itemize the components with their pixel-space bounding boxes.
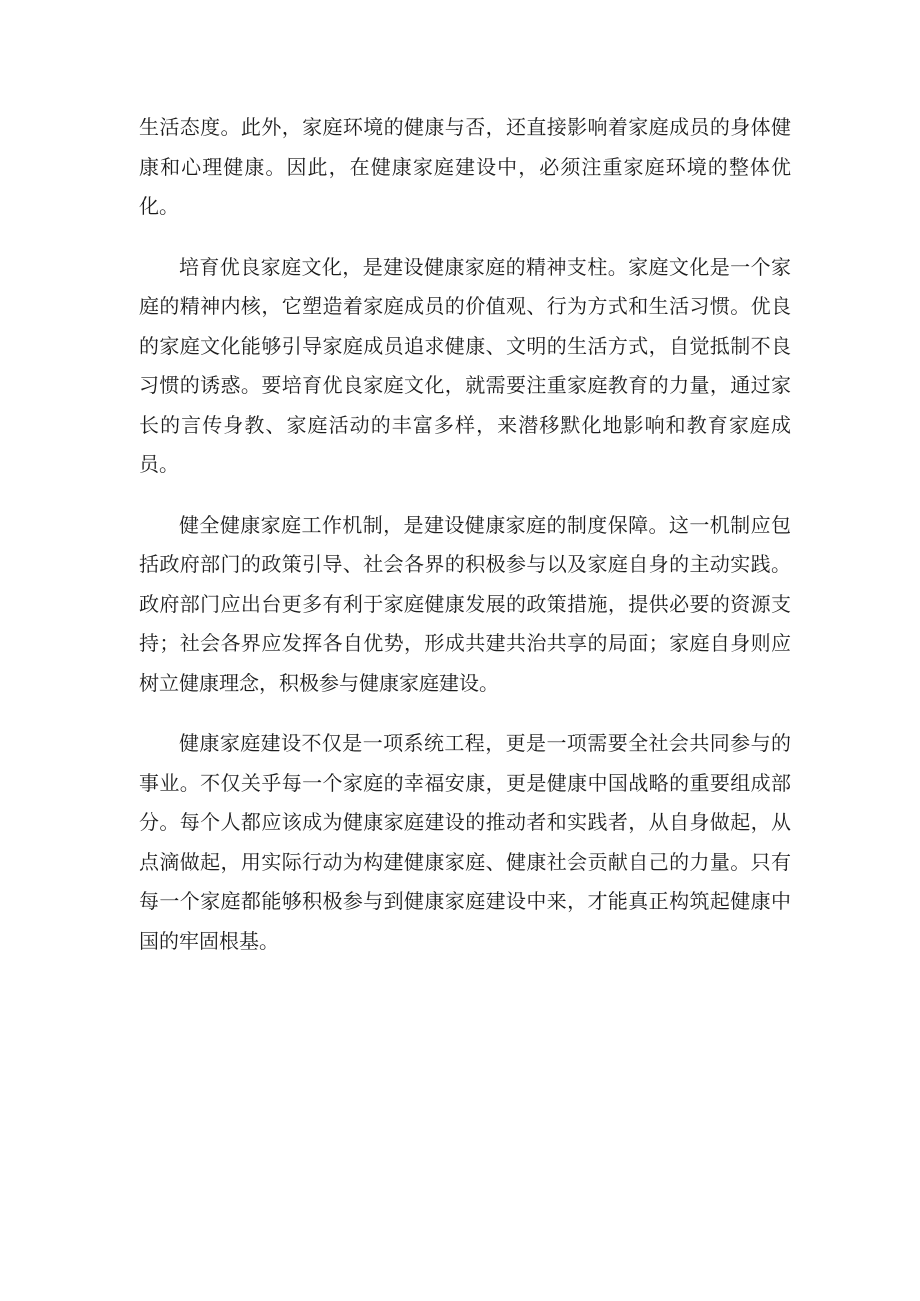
paragraph-work-mechanism: 健全健康家庭工作机制，是建设健康家庭的制度保障。这一机制应包括政府部门的政策引导、社会各界的积极参与以及家庭自身的主动实践。政府部门应出台更多有利于家庭健康发展的政策措施，提供必要的资源支持；社会各界应发挥各自优势，形成共建共治共享的局面；家庭自身则应树立健康理念，积极参与健康家庭建设。 [139,512,791,695]
paragraph-conclusion: 健康家庭建设不仅是一项系统工程，更是一项需要全社会共同参与的事业。不仅关乎每一个家庭的幸福安康，更是健康中国战略的重要组成部分。每个人都应该成为健康家庭建设的推动者和实践者，从自身做起，从点滴做起，用实际行动为构建健康家庭、健康社会贡献自己的力量。只有每一个家庭都能够积极参与到健康家庭建设中来，才能真正构筑起健康中国的牢固根基。 [139,731,791,953]
paragraph-family-culture: 培育优良家庭文化，是建设健康家庭的精神支柱。家庭文化是一个家庭的精神内核，它塑造着家庭成员的价值观、行为方式和生活习惯。优良的家庭文化能够引导家庭成员追求健康、文明的生活方式，自觉抵制不良习惯的诱惑。要培育优良家庭文化，就需要注重家庭教育的力量，通过家长的言传身教、家庭活动的丰富多样，来潜移默化地影响和教育家庭成员。 [139,254,791,476]
paragraph-continuation: 生活态度。此外，家庭环境的健康与否，还直接影响着家庭成员的身体健康和心理健康。因此，在健康家庭建设中，必须注重家庭环境的整体优化。 [139,115,791,218]
document-body [139,108,791,982]
